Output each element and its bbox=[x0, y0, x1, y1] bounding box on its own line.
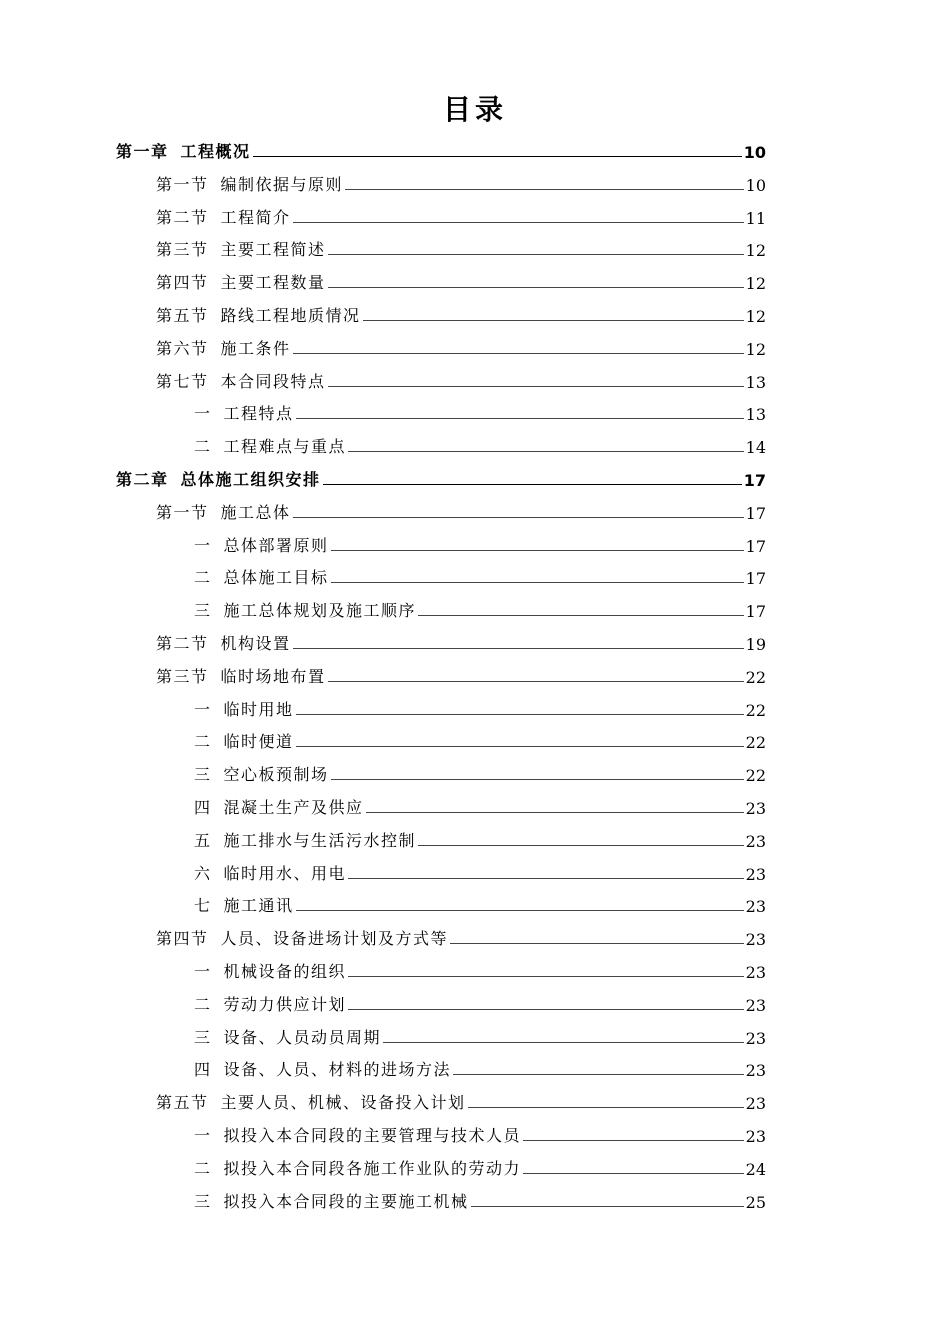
toc-entry-item bbox=[194, 1054, 766, 1080]
toc-entry-title: 人员、设备进场计划及方式等 bbox=[220, 929, 449, 949]
toc-entry-number: 第四节 bbox=[156, 929, 209, 949]
toc-entry-number: 二 bbox=[194, 994, 212, 1014]
toc-entry-item bbox=[194, 1186, 766, 1212]
toc-entry-title: 总体部署原则 bbox=[223, 535, 329, 555]
toc-page-number: 10 bbox=[745, 175, 766, 195]
toc-entry-title: 临时便道 bbox=[223, 732, 294, 752]
toc-page-number: 12 bbox=[745, 307, 766, 326]
toc-entry-section bbox=[156, 202, 766, 228]
toc-entry-section bbox=[156, 628, 766, 654]
toc-entry-number: 三 bbox=[194, 765, 212, 785]
toc-entry-number: 第四节 bbox=[156, 273, 209, 293]
toc-entry-number: 第二节 bbox=[156, 634, 209, 653]
toc-entry-item bbox=[194, 792, 766, 818]
toc-page-number: 17 bbox=[743, 471, 766, 490]
toc-leader-line bbox=[523, 1173, 744, 1174]
toc-page-number: 17 bbox=[745, 503, 766, 523]
toc-leader-line bbox=[348, 878, 744, 879]
toc-entry-item bbox=[194, 398, 766, 424]
toc-entry-section bbox=[156, 923, 766, 949]
toc-entry-title: 临时场地布置 bbox=[220, 666, 326, 686]
toc-page-number: 23 bbox=[745, 864, 766, 884]
toc-page-number: 23 bbox=[745, 1061, 766, 1081]
toc-page-number: 12 bbox=[745, 274, 766, 294]
toc-entry-number: 六 bbox=[194, 863, 212, 883]
toc-entry-title: 总体施工组织安排 bbox=[180, 470, 321, 489]
toc-leader-line bbox=[348, 451, 744, 452]
toc-leader-line bbox=[418, 845, 744, 846]
toc-entry-section bbox=[156, 300, 766, 326]
toc-page-number: 11 bbox=[745, 208, 766, 228]
toc-entry-section bbox=[156, 267, 766, 293]
toc-entry-number: 一 bbox=[194, 1126, 212, 1145]
toc-page-number: 23 bbox=[745, 1094, 766, 1114]
toc-leader-line bbox=[296, 418, 744, 419]
toc-entry-number: 第三节 bbox=[156, 666, 209, 686]
page-title: 目录 bbox=[442, 93, 507, 126]
toc-leader-line bbox=[296, 714, 744, 715]
toc-page-number: 22 bbox=[745, 667, 766, 687]
toc-entry-number: 一 bbox=[194, 962, 212, 981]
toc-entry-section bbox=[156, 169, 766, 195]
toc-entry-title: 设备、人员、材料的进场方法 bbox=[223, 1060, 452, 1080]
toc-entry-number: 第六节 bbox=[156, 338, 209, 358]
toc-leader-line bbox=[383, 1042, 744, 1043]
toc-leader-line bbox=[328, 287, 744, 288]
toc-entry-title: 施工排水与生活污水控制 bbox=[223, 830, 417, 850]
toc-entry-number: 第五节 bbox=[156, 1093, 209, 1113]
toc-leader-line bbox=[328, 681, 744, 682]
toc-entry-number: 四 bbox=[194, 1060, 212, 1080]
toc-entry-title: 施工总体规划及施工顺序 bbox=[223, 601, 417, 621]
toc-page-number: 23 bbox=[745, 799, 766, 818]
toc-leader-line bbox=[296, 746, 744, 747]
toc-page-number: 24 bbox=[745, 1159, 766, 1179]
toc-page-number: 23 bbox=[745, 1028, 766, 1048]
toc-entry-title: 空心板预制场 bbox=[223, 765, 329, 785]
toc-entry-chapter bbox=[116, 136, 766, 162]
toc-leader-line bbox=[450, 943, 744, 944]
toc-entry-item bbox=[194, 858, 766, 884]
toc-entry-number: 三 bbox=[194, 1027, 212, 1047]
toc-entry-title: 机构设置 bbox=[220, 634, 291, 653]
toc-entry-number: 四 bbox=[194, 798, 212, 817]
toc-entry-number: 第一节 bbox=[156, 502, 209, 522]
toc-entry-number: 一 bbox=[194, 404, 212, 424]
toc-entry-item bbox=[194, 890, 766, 916]
toc-entry-section bbox=[156, 661, 766, 687]
toc-page-number: 14 bbox=[745, 438, 766, 458]
toc-leader-line bbox=[523, 1140, 744, 1141]
toc-page-number: 17 bbox=[745, 536, 766, 556]
toc-entry-title: 施工总体 bbox=[220, 502, 291, 522]
toc-entry-item bbox=[194, 726, 766, 752]
toc-entry-item bbox=[194, 530, 766, 556]
toc-entry-section bbox=[156, 366, 766, 392]
toc-entry-title: 拟投入本合同段的主要管理与技术人员 bbox=[223, 1126, 522, 1145]
toc-leader-line bbox=[471, 1206, 744, 1207]
toc-leader-line bbox=[293, 353, 744, 354]
toc-leader-line bbox=[345, 189, 744, 190]
toc-entry-title: 工程简介 bbox=[220, 207, 291, 227]
toc-page-number: 23 bbox=[745, 897, 766, 917]
toc-leader-line bbox=[348, 976, 744, 977]
toc-page-number: 23 bbox=[745, 963, 766, 982]
toc-entry-title: 设备、人员动员周期 bbox=[223, 1027, 382, 1047]
toc-leader-line bbox=[293, 517, 744, 518]
toc-entry-section bbox=[156, 497, 766, 523]
toc-leader-line bbox=[453, 1074, 744, 1075]
toc-leader-line bbox=[348, 1009, 744, 1010]
toc-entry-number: 一 bbox=[194, 699, 212, 719]
toc-entry-title: 机械设备的组织 bbox=[223, 962, 347, 981]
toc-entry-title: 编制依据与原则 bbox=[220, 174, 344, 194]
toc-entry-number: 第二章 bbox=[116, 470, 169, 489]
toc-leader-line bbox=[293, 222, 744, 223]
toc-page-number: 17 bbox=[745, 602, 766, 622]
toc-entry-title: 本合同段特点 bbox=[220, 371, 326, 391]
toc-entry-number: 二 bbox=[194, 732, 212, 752]
toc-page-number: 10 bbox=[743, 143, 766, 162]
toc-leader-line bbox=[323, 484, 742, 485]
toc-page-number: 22 bbox=[745, 733, 766, 753]
toc-page-number: 25 bbox=[745, 1192, 766, 1212]
toc-entry-title: 工程概况 bbox=[180, 142, 251, 161]
toc-entry-title: 主要工程简述 bbox=[220, 240, 326, 260]
toc-entry-number: 二 bbox=[194, 437, 212, 457]
toc-entry-title: 施工条件 bbox=[220, 338, 291, 358]
toc-entry-title: 路线工程地质情况 bbox=[220, 306, 361, 325]
toc-entry-title: 劳动力供应计划 bbox=[223, 994, 347, 1014]
toc-page-number: 13 bbox=[745, 405, 766, 425]
toc-entry-item bbox=[194, 1153, 766, 1179]
toc-leader-line bbox=[296, 910, 744, 911]
toc-entry-title: 主要人员、机械、设备投入计划 bbox=[220, 1093, 466, 1113]
toc-entry-item bbox=[194, 595, 766, 621]
toc-entry-item bbox=[194, 1120, 766, 1146]
toc-entry-title: 混凝土生产及供应 bbox=[223, 798, 364, 817]
toc-entry-number: 二 bbox=[194, 1158, 212, 1178]
toc-entry-title: 临时用水、用电 bbox=[223, 863, 347, 883]
toc-entry-item bbox=[194, 956, 766, 982]
toc-page-number: 22 bbox=[745, 766, 766, 786]
toc-leader-line bbox=[331, 779, 744, 780]
toc-entry-title: 总体施工目标 bbox=[223, 568, 329, 588]
toc-entry-section bbox=[156, 333, 766, 359]
toc-entry-title: 拟投入本合同段的主要施工机械 bbox=[223, 1191, 469, 1211]
toc-entry-number: 三 bbox=[194, 1191, 212, 1211]
toc-entry-item bbox=[194, 1022, 766, 1048]
toc-page-number: 12 bbox=[745, 241, 766, 261]
toc-page-number: 23 bbox=[745, 930, 766, 950]
toc-leader-line bbox=[363, 320, 744, 321]
toc-entry-number: 第一章 bbox=[116, 142, 169, 161]
toc-entry-title: 工程特点 bbox=[223, 404, 294, 424]
toc-entry-title: 施工通讯 bbox=[223, 896, 294, 916]
toc-entry-number: 第二节 bbox=[156, 207, 209, 227]
toc-entry-number: 五 bbox=[194, 830, 212, 850]
toc-leader-line bbox=[418, 615, 744, 616]
toc-entry-item bbox=[194, 431, 766, 457]
toc-leader-line bbox=[328, 254, 744, 255]
toc-leader-line bbox=[328, 386, 744, 387]
toc-page-number: 13 bbox=[745, 372, 766, 392]
toc-entry-section bbox=[156, 1087, 766, 1113]
toc-page-number: 22 bbox=[745, 700, 766, 720]
toc-entry-number: 七 bbox=[194, 896, 212, 916]
toc-entry-number: 三 bbox=[194, 601, 212, 621]
toc-entry-number: 一 bbox=[194, 535, 212, 555]
toc-leader-line bbox=[331, 550, 744, 551]
toc-leader-line bbox=[293, 648, 744, 649]
toc-page-number: 23 bbox=[745, 831, 766, 851]
toc-leader-line bbox=[331, 582, 744, 583]
toc-page-number: 19 bbox=[745, 635, 766, 654]
toc-entry-title: 临时用地 bbox=[223, 699, 294, 719]
toc-entry-item bbox=[194, 989, 766, 1015]
toc-page-number: 12 bbox=[745, 339, 766, 359]
toc-leader-line bbox=[468, 1107, 744, 1108]
toc-entry-item bbox=[194, 759, 766, 785]
toc-entry-title: 工程难点与重点 bbox=[223, 437, 347, 457]
toc-entry-title: 拟投入本合同段各施工作业队的劳动力 bbox=[223, 1158, 522, 1178]
toc-leader-line bbox=[253, 156, 742, 157]
toc-entry-item bbox=[194, 825, 766, 851]
toc-entry-chapter bbox=[116, 464, 766, 490]
toc-page-number: 17 bbox=[745, 569, 766, 589]
toc-entry-section bbox=[156, 234, 766, 260]
toc-entry-number: 第三节 bbox=[156, 240, 209, 260]
toc-leader-line bbox=[366, 812, 744, 813]
toc-entry-number: 二 bbox=[194, 568, 212, 588]
toc-entry-number: 第五节 bbox=[156, 306, 209, 325]
toc-entry-number: 第七节 bbox=[156, 371, 209, 391]
toc-entry-item bbox=[194, 694, 766, 720]
toc-page-number: 23 bbox=[745, 1127, 766, 1146]
toc-entry-title: 主要工程数量 bbox=[220, 273, 326, 293]
toc-entry-number: 第一节 bbox=[156, 174, 209, 194]
toc-page-number: 23 bbox=[745, 995, 766, 1015]
toc-entry-item bbox=[194, 562, 766, 588]
